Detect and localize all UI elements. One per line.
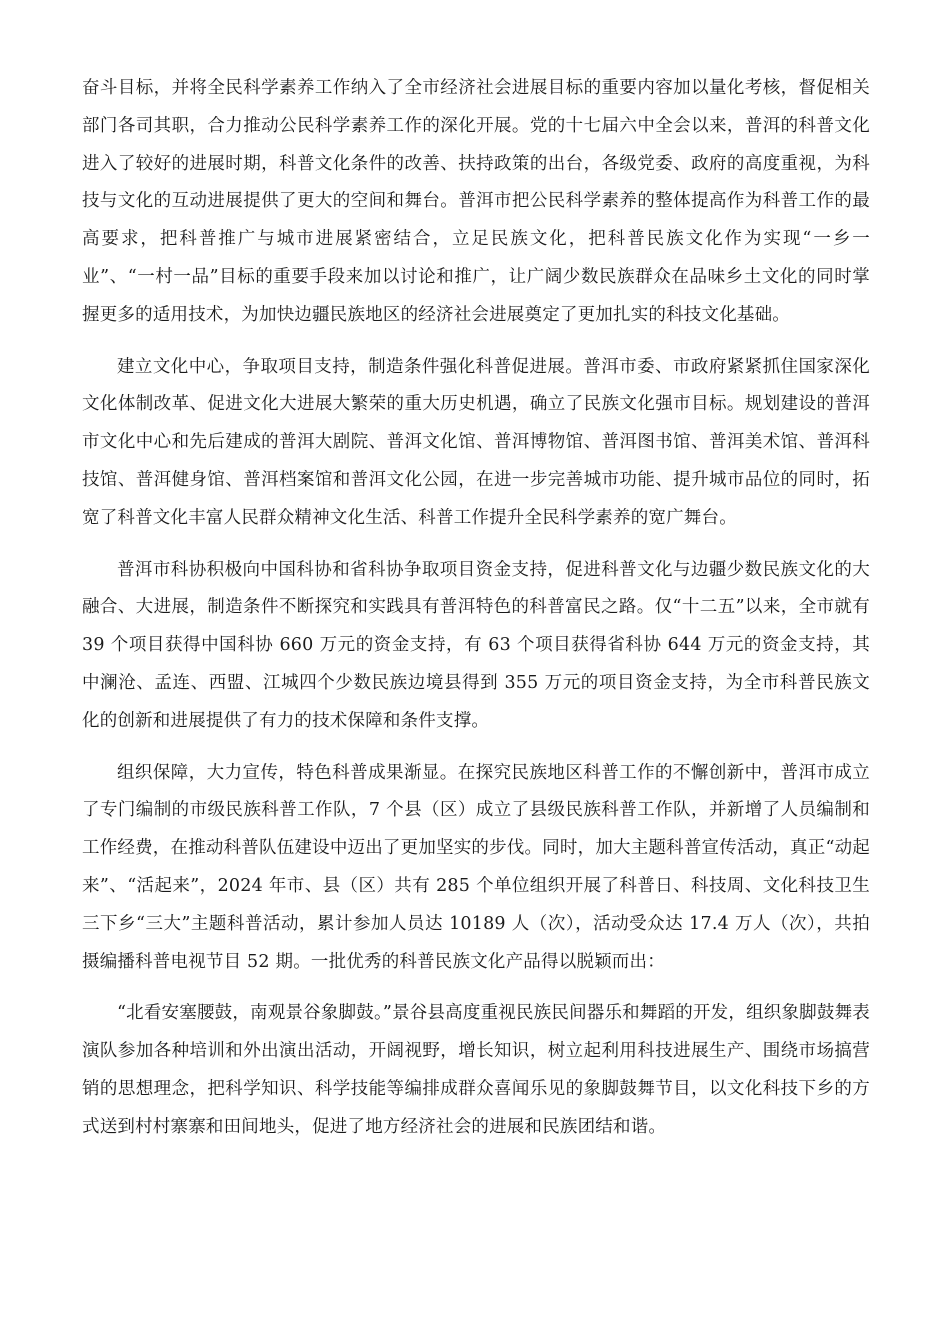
document-page [82,70,870,1161]
paragraph-project-funding: 普洱市科协积极向中国科协和省科协争取项目资金支持，促进科普文化与边疆少数民族文化的大融合、大进展，制造条件不断探究和实践具有普洱特色的科普富民之路。仅“十二五”以来，全市就有 39 个项目获得中国科协 660 万元的资金支持，有 63 个项目获得省科协 644 万元的资金支持，其中澜沧、孟连、西盟、江城四个少数民族边境县得到 355 万元的项目资金支持，为全市科普民族文化的创新和进展提供了有力的技术保障和条件支撑。 [82,559,870,731]
paragraph-organization: 组织保障，大力宣传，特色科普成果渐显。在探究民族地区科普工作的不懈创新中，普洱市成立了专门编制的市级民族科普工作队，7 个县（区）成立了县级民族科普工作队，并新增了人员编制和工作经费，在推动科普队伍建设中迈出了更加坚实的步伐。同时，加大主题科普宣传活动，真正“动起来”、“活起来”，2024 年市、县（区）共有 285 个单位组织开展了科普日、科技周、文化科技卫生三下乡“三大”主题科普活动，累计参加人员达 10189 人（次），活动受众达 17.4 万人（次），共拍摄编播科普电视节目 52 期。一批优秀的科普民族文化产品得以脱颖而出： [82,762,870,972]
paragraph-elephant-foot-drum: “北看安塞腰鼓，南观景谷象脚鼓。”景谷县高度重视民族民间器乐和舞蹈的开发，组织象脚鼓舞表演队参加各种培训和外出演出活动，开阔视野，增长知识，树立起利用科技进展生产、围绕市场搞营销的思想理念，把科学知识、科学技能等编排成群众喜闻乐见的象脚鼓舞节目，以文化科技下乡的方式送到村村寨寨和田间地头，促进了地方经济社会的进展和民族团结和谐。 [82,1003,870,1137]
paragraph-continuation: 奋斗目标，并将全民科学素养工作纳入了全市经济社会进展目标的重要内容加以量化考核，督促相关部门各司其职，合力推动公民科学素养工作的深化开展。党的十七届六中全会以来，普洱的科普文化进入了较好的进展时期，科普文化条件的改善、扶持政策的出台，各级党委、政府的高度重视，为科技与文化的互动进展提供了更大的空间和舞台。普洱市把公民科学素养的整体提高作为科普工作的最高要求，把科普推广与城市进展紧密结合，立足民族文化，把科普民族文化作为实现“一乡一业”、“一村一品”目标的重要手段来加以讨论和推广，让广阔少数民族群众在品味乡土文化的同时掌握更多的适用技术，为加快边疆民族地区的经济社会进展奠定了更加扎实的科技文化基础。 [82,78,870,325]
paragraph-culture-center: 建立文化中心，争取项目支持，制造条件强化科普促进展。普洱市委、市政府紧紧抓住国家深化文化体制改革、促进文化大进展大繁荣的重大历史机遇，确立了民族文化强市目标。规划建设的普洱市文化中心和先后建成的普洱大剧院、普洱文化馆、普洱博物馆、普洱图书馆、普洱美术馆、普洱科技馆、普洱健身馆、普洱档案馆和普洱文化公园，在进一步完善城市功能、提升城市品位的同时，拓宽了科普文化丰富人民群众精神文化生活、科普工作提升全民科学素养的宽广舞台。 [82,356,870,528]
